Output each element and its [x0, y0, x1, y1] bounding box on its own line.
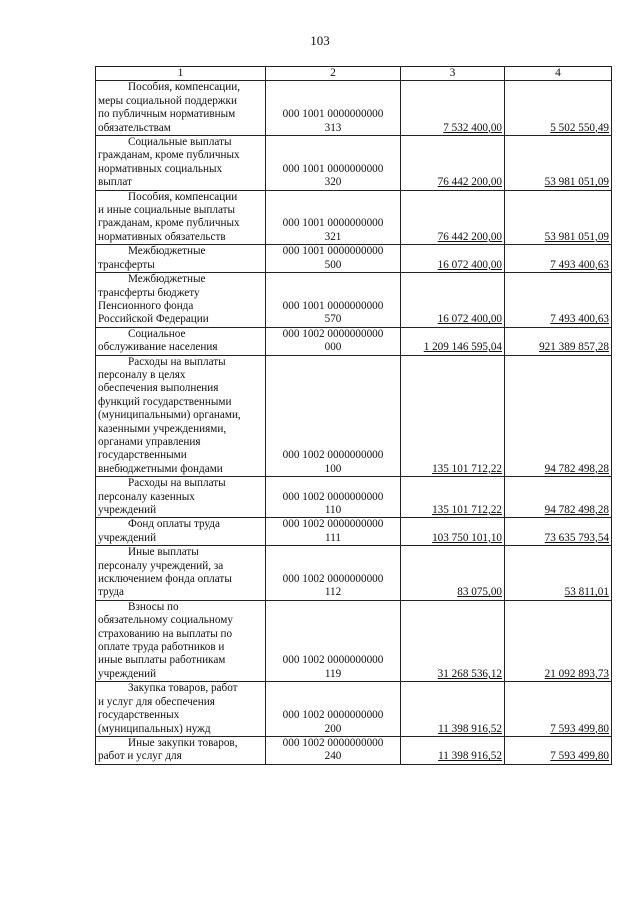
expense-name-text: Пособия, компенсации, меры социальной поддержки по публичным нормативным обязательствам [98, 81, 241, 134]
planned-amount-cell [401, 518, 505, 546]
budget-code-text: 000 1002 0000000000 200 [282, 709, 384, 735]
planned-amount-cell [401, 245, 505, 273]
planned-amount-cell [401, 546, 505, 601]
planned-amount-text: 31 268 536,12 [437, 667, 502, 680]
budget-code-text: 000 1002 0000000000 119 [282, 654, 384, 680]
budget-code-text: 000 1002 0000000000 240 [282, 736, 384, 763]
executed-amount-text: 5 502 550,49 [550, 121, 609, 134]
budget-code-text: 000 1001 0000000000 320 [282, 162, 384, 189]
planned-amount-text: 11 398 916,52 [438, 722, 502, 735]
expense-name-text: Пособия, компенсации и иные социальные выплаты гражданам, кроме публичных нормативных обязательств [98, 190, 240, 243]
column-header: 3 [401, 67, 505, 81]
executed-amount-cell [505, 327, 612, 355]
budget-code-text: 000 1002 0000000000 110 [282, 490, 384, 516]
executed-amount-cell [505, 546, 612, 601]
column-header: 1 [96, 67, 266, 81]
table-row [96, 190, 612, 245]
executed-amount-text: 7 593 499,80 [550, 722, 609, 735]
expense-name-text: Межбюджетные трансферты бюджету Пенсионного фонда Российской Федерации [98, 273, 209, 326]
budget-code-cell [266, 736, 401, 764]
executed-amount-cell [505, 518, 612, 546]
budget-code-cell [266, 245, 401, 273]
executed-amount-cell [505, 736, 612, 764]
executed-amount-cell [505, 477, 612, 518]
column-header: 2 [266, 67, 401, 81]
executed-amount-text: 7 493 400,63 [550, 313, 609, 326]
expense-name-text: Закупка товаров, работ и услуг для обеспечения государственных (муниципальных) нужд [98, 682, 238, 735]
table-row [96, 355, 612, 477]
budget-code-cell [266, 682, 401, 737]
table-row [96, 518, 612, 546]
budget-code-text: 000 1001 0000000000 313 [282, 108, 384, 134]
page-number: 103 [310, 33, 330, 48]
budget-code-cell [266, 190, 401, 245]
executed-amount-cell [505, 682, 612, 737]
budget-code-text: 000 1002 0000000000 111 [282, 518, 384, 544]
planned-amount-text: 11 398 916,52 [438, 750, 502, 763]
column-header: 4 [505, 67, 612, 81]
executed-amount-cell [505, 245, 612, 273]
executed-amount-text: 21 092 893,73 [544, 667, 609, 680]
expense-name-text: Иные закупки товаров, работ и услуг для [98, 736, 238, 763]
table-row [96, 477, 612, 518]
planned-amount-cell [401, 682, 505, 737]
executed-amount-cell [505, 600, 612, 681]
budget-code-cell [266, 273, 401, 328]
budget-code-text: 000 1001 0000000000 321 [282, 217, 384, 243]
executed-amount-cell [505, 81, 612, 136]
expense-name-cell [96, 546, 266, 601]
expense-name-cell [96, 682, 266, 737]
executed-amount-cell [505, 273, 612, 328]
budget-code-text: 000 1001 0000000000 500 [282, 245, 384, 271]
expense-name-cell [96, 518, 266, 546]
table-header-row [96, 67, 612, 81]
expense-name-text: Иные выплаты персоналу учреждений, за исключением фонда оплаты труда [98, 546, 232, 599]
expense-name-cell [96, 600, 266, 681]
planned-amount-text: 7 532 400,00 [443, 121, 502, 134]
planned-amount-text: 16 072 400,00 [437, 313, 502, 326]
executed-amount-cell [505, 136, 612, 191]
planned-amount-cell [401, 477, 505, 518]
planned-amount-cell [401, 600, 505, 681]
planned-amount-text: 83 075,00 [457, 586, 502, 599]
planned-amount-cell [401, 327, 505, 355]
expense-name-cell [96, 273, 266, 328]
expense-name-cell [96, 477, 266, 518]
planned-amount-cell [401, 190, 505, 245]
planned-amount-text: 76 442 200,00 [437, 230, 502, 243]
planned-amount-text: 76 442 200,00 [437, 176, 502, 189]
budget-code-cell [266, 355, 401, 477]
planned-amount-text: 103 750 101,10 [432, 531, 502, 544]
expense-name-cell [96, 81, 266, 136]
planned-amount-text: 135 101 712,22 [432, 462, 502, 475]
table-row [96, 682, 612, 737]
expense-name-text: Социальные выплаты гражданам, кроме публичных нормативных социальных выплат [98, 136, 240, 189]
expense-name-cell [96, 327, 266, 355]
expense-name-text: Расходы на выплаты персоналу в целях обеспечения выполнения функций государственными (муниципальными) органами, казенными учреждениями, органами управления государственными внебюджетными фондами [98, 355, 241, 475]
table-row [96, 245, 612, 273]
planned-amount-cell [401, 273, 505, 328]
table-row [96, 327, 612, 355]
budget-code-text: 000 1002 0000000000 000 [282, 327, 384, 354]
planned-amount-cell [401, 355, 505, 477]
table-row [96, 136, 612, 191]
executed-amount-text: 94 782 498,28 [544, 504, 609, 516]
expense-name-cell [96, 190, 266, 245]
budget-code-cell [266, 477, 401, 518]
expense-name-cell [96, 245, 266, 273]
budget-code-text: 000 1001 0000000000 570 [282, 299, 384, 326]
expense-name-cell [96, 136, 266, 191]
table-row [96, 546, 612, 601]
expense-name-text: Фонд оплаты труда учреждений [98, 518, 220, 544]
expense-name-text: Социальное обслуживание населения [98, 327, 218, 354]
executed-amount-text: 7 593 499,80 [550, 750, 609, 763]
table-row [96, 736, 612, 764]
expense-name-text: Взносы по обязательному социальному страхованию на выплаты по оплате труда работников и иные выплаты работникам учреждений [98, 600, 233, 680]
planned-amount-cell [401, 136, 505, 191]
executed-amount-cell [505, 190, 612, 245]
executed-amount-cell [505, 355, 612, 477]
executed-amount-text: 73 635 793,54 [544, 531, 609, 544]
executed-amount-text: 53 981 051,09 [544, 176, 609, 189]
expense-name-cell [96, 736, 266, 764]
executed-amount-text: 921 389 857,28 [539, 341, 609, 354]
planned-amount-cell [401, 736, 505, 764]
expense-name-cell [96, 355, 266, 477]
executed-amount-text: 94 782 498,28 [544, 462, 609, 475]
executed-amount-text: 53 981 051,09 [544, 230, 609, 243]
expense-name-text: Межбюджетные трансферты [98, 245, 206, 271]
table-row [96, 600, 612, 681]
planned-amount-cell [401, 81, 505, 136]
executed-amount-text: 7 493 400,63 [550, 258, 609, 271]
executed-amount-text: 53 811,01 [564, 586, 609, 599]
budget-code-cell [266, 600, 401, 681]
budget-code-text: 000 1002 0000000000 112 [282, 573, 384, 599]
budget-code-cell [266, 136, 401, 191]
budget-code-cell [266, 81, 401, 136]
expense-name-text: Расходы на выплаты персоналу казенных учреждений [98, 477, 226, 516]
budget-code-cell [266, 518, 401, 546]
budget-code-cell [266, 546, 401, 601]
table-row [96, 81, 612, 136]
planned-amount-text: 135 101 712,22 [432, 504, 502, 516]
budget-code-text: 000 1002 0000000000 100 [282, 449, 384, 475]
table-row [96, 273, 612, 328]
budget-table [95, 66, 612, 765]
planned-amount-text: 1 209 146 595,04 [423, 341, 502, 354]
planned-amount-text: 16 072 400,00 [437, 258, 502, 271]
budget-code-cell [266, 327, 401, 355]
